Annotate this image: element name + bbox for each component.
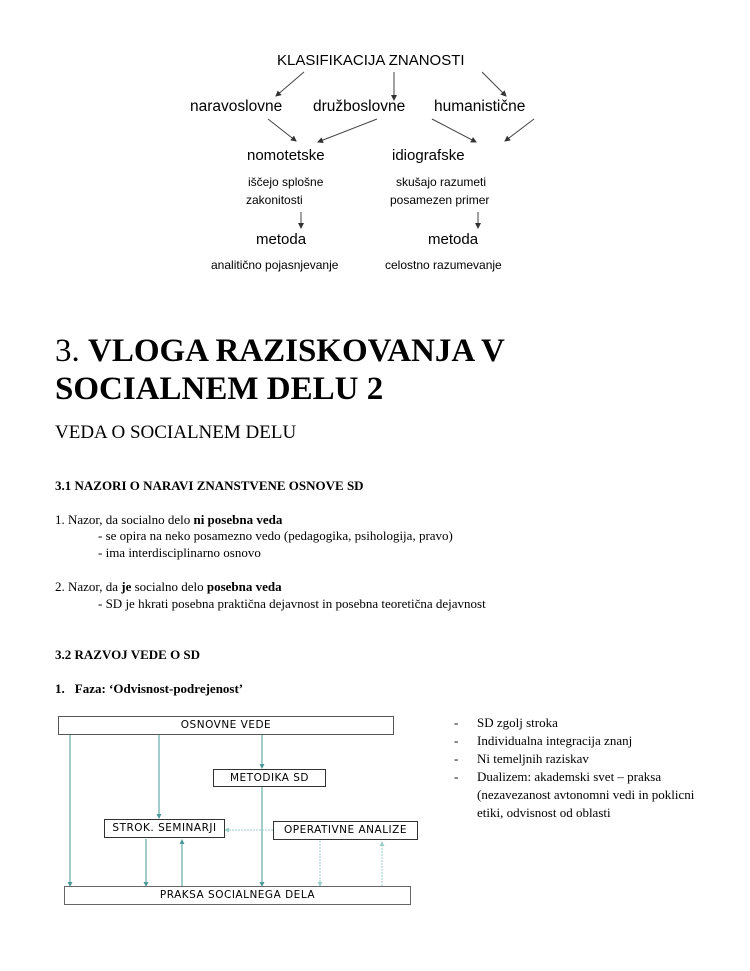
type-idiografske: idiografske xyxy=(392,147,465,164)
phase-number: 1. xyxy=(55,681,65,696)
science-humanisticne: humanistične xyxy=(434,98,526,115)
chapter-title-line2: SOCIALNEM DELU 2 xyxy=(55,371,384,407)
type-nomotetske: nomotetske xyxy=(247,147,325,164)
list-item: - SD zgolj stroka xyxy=(454,715,558,730)
view2-bold2: posebna veda xyxy=(206,579,282,594)
view2-middle: socialno delo xyxy=(131,579,207,594)
box-strok-seminarji: STROK. SEMINARJI xyxy=(104,819,225,838)
method-analiticno: analitično pojasnjevanje xyxy=(211,258,339,272)
phase-flow-diagram xyxy=(55,708,425,913)
classification-title: KLASIFIKACIJA ZNANOSTI xyxy=(277,52,465,69)
section-3-2-heading: 3.2 RAZVOJ VEDE O SD xyxy=(55,647,201,662)
arrow-to-humanisticne xyxy=(482,72,506,96)
chapter-title-line1: VLOGA RAZISKOVANJA V xyxy=(88,333,505,369)
box-praksa-socialnega-dela: PRAKSA SOCIALNEGA DELA xyxy=(64,886,411,905)
view2-bullet-1: - SD je hkrati posebna praktična dejavnost in posebna teoretična dejavnost xyxy=(98,596,486,611)
arrow-to-naravoslovne xyxy=(276,72,304,96)
chapter-subtitle: VEDA O SOCIALNEM DELU xyxy=(55,422,297,443)
chapter-title xyxy=(55,332,655,408)
view2-prefix: 2. Nazor, da xyxy=(55,579,122,594)
science-druzboslovne: družboslovne xyxy=(313,98,406,115)
view1-prefix: 1. Nazor, da socialno delo xyxy=(55,512,194,527)
method-label-left: metoda xyxy=(256,231,307,248)
section-3-1-heading: 3.1 NAZORI O NARAVI ZNANSTVENE OSNOVE SD xyxy=(55,478,364,493)
classification-arrows xyxy=(0,0,750,300)
method-label-right: metoda xyxy=(428,231,479,248)
view1-bold: ni posebna veda xyxy=(193,512,283,527)
phase-label: Faza: ‘Odvisnost-podrejenost’ xyxy=(74,681,244,696)
list-item: - Ni temeljnih raziskav xyxy=(454,751,589,766)
flow-connectors xyxy=(55,708,425,913)
classification-diagram xyxy=(0,0,750,300)
view1-bullet-2: - ima interdisciplinarno osnovo xyxy=(98,545,261,560)
phase-characteristics-list xyxy=(454,714,724,822)
box-osnovne-vede: OSNOVNE VEDE xyxy=(58,716,394,735)
nomotetske-desc-1: iščejo splošne xyxy=(248,175,324,189)
phase-1-heading xyxy=(55,681,243,697)
chapter-number: 3. xyxy=(55,333,80,369)
arrow-druzboslovne-nomotetske xyxy=(318,119,377,142)
view1-line xyxy=(55,512,282,528)
method-celostno: celostno razumevanje xyxy=(385,258,502,272)
view2-line xyxy=(55,579,282,595)
arrow-humanisticne-idiografske xyxy=(505,119,534,141)
nomotetske-desc-2: zakonitosti xyxy=(246,193,303,207)
list-item: - Individualna integracija znanj xyxy=(454,733,633,748)
list-item: - Dualizem: akademski svet – praksa (nezavezanost avtonomni vedi in poklicni etiki, odvisnost od oblasti xyxy=(454,769,695,820)
arrow-druzboslovne-idiografske xyxy=(432,119,476,142)
box-operativne-analize: OPERATIVNE ANALIZE xyxy=(273,821,418,840)
science-naravoslovne: naravoslovne xyxy=(190,98,283,115)
idiografske-desc-2: posamezen primer xyxy=(390,193,490,207)
idiografske-desc-1: skušajo razumeti xyxy=(396,175,487,189)
box-metodika-sd: METODIKA SD xyxy=(213,769,326,787)
arrow-naravoslovne-nomotetske xyxy=(268,119,296,141)
view2-bold1: je xyxy=(121,579,132,594)
view1-bullet-1: - se opira na neko posamezno vedo (pedagogika, psihologija, pravo) xyxy=(98,528,453,543)
